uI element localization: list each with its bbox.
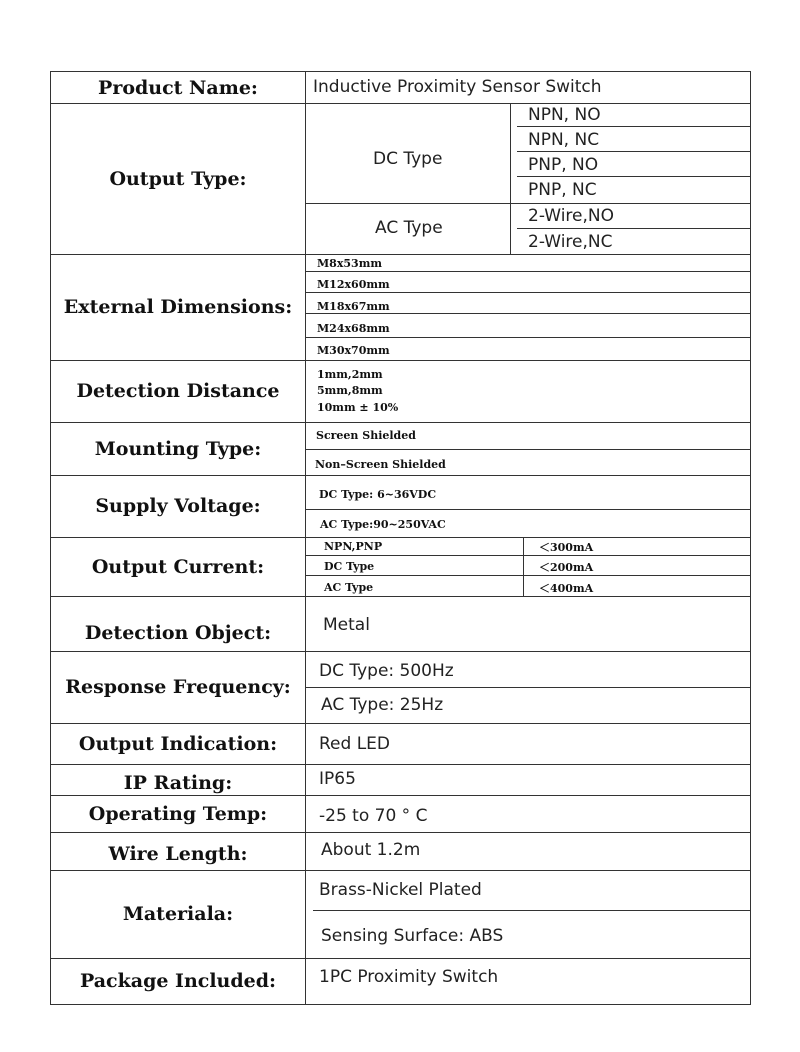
ip-rating-value: IP65 xyxy=(319,769,356,789)
mounting-value: Non–Screen Shielded xyxy=(315,458,446,471)
option-divider xyxy=(517,176,750,177)
distance-value: 5mm,8mm xyxy=(317,384,383,397)
sub-divider xyxy=(305,509,750,510)
output-type-label: Output Type: xyxy=(109,167,247,190)
dc-option: NPN, NC xyxy=(528,130,600,150)
output-type-divider xyxy=(510,103,511,254)
dimension-value: M12x60mm xyxy=(317,278,390,291)
sub-divider xyxy=(305,555,750,556)
materiala-label: Materiala: xyxy=(122,903,234,925)
ac-option: 2-Wire,NC xyxy=(528,232,613,252)
external-dimensions-label: External Dimensions: xyxy=(63,296,293,318)
voltage-value: DC Type: 6~36VDC xyxy=(319,488,437,501)
sub-divider xyxy=(305,292,750,293)
sub-divider xyxy=(305,449,750,450)
frequency-value: AC Type: 25Hz xyxy=(321,695,444,715)
wire-length-label: Wire Length: xyxy=(108,843,248,865)
product-name-label: Product Name: xyxy=(98,76,258,99)
dc-option: NPN, NO xyxy=(528,105,601,125)
detection-object-label: Detection Object: xyxy=(84,621,272,644)
current-type: DC Type xyxy=(324,560,375,573)
ac-type-label: AC Type xyxy=(375,218,443,238)
voltage-value: AC Type:90~250VAC xyxy=(320,518,446,531)
option-divider xyxy=(517,151,750,152)
ip-rating-label: IP Rating: xyxy=(123,771,233,794)
output-current-label: Output Current: xyxy=(91,555,265,578)
sub-divider xyxy=(305,687,750,688)
option-divider xyxy=(517,126,750,127)
ac-option: 2-Wire,NO xyxy=(528,206,614,226)
dc-ac-divider xyxy=(305,203,750,204)
current-type: AC Type xyxy=(324,581,374,594)
current-type: NPN,PNP xyxy=(324,540,383,553)
output-indication-value: Red LED xyxy=(319,734,391,754)
mounting-value: Screen Shielded xyxy=(316,429,416,442)
product-name-value: Inductive Proximity Sensor Switch xyxy=(313,77,602,97)
output-indication-label: Output Indication: xyxy=(78,732,278,755)
package-included-value: 1PC Proximity Switch xyxy=(319,967,499,987)
sub-divider xyxy=(305,575,750,576)
label-column-divider xyxy=(305,72,306,1004)
distance-value: 10mm ± 10% xyxy=(317,401,399,414)
dc-type-label: DC Type xyxy=(373,149,443,169)
dimension-value: M8x53mm xyxy=(317,257,382,270)
package-included-label: Package Included: xyxy=(79,970,277,992)
spec-table xyxy=(50,71,751,1005)
response-frequency-label: Response Frequency: xyxy=(65,676,291,698)
dimension-value: M24x68mm xyxy=(317,322,390,335)
wire-length-value: About 1.2m xyxy=(321,840,421,860)
current-column-divider xyxy=(523,537,524,596)
material-value: Sensing Surface: ABS xyxy=(321,926,504,946)
distance-value: 1mm,2mm xyxy=(317,368,383,381)
sub-divider xyxy=(313,910,750,911)
operating-temp-value: -25 to 70 ° C xyxy=(319,806,428,826)
sub-divider xyxy=(305,337,750,338)
supply-voltage-label: Supply Voltage: xyxy=(95,495,261,517)
detection-object-value: Metal xyxy=(323,615,370,635)
dc-option: PNP, NC xyxy=(528,180,597,200)
dimension-value: M30x70mm xyxy=(317,344,390,357)
option-divider xyxy=(517,228,750,229)
dimension-value: M18x67mm xyxy=(317,300,390,313)
current-value: ＜400mA xyxy=(539,582,594,595)
sub-divider xyxy=(305,313,750,314)
current-value: ＜200mA xyxy=(539,561,594,574)
detection-distance-label: Detection Distance xyxy=(76,380,280,402)
material-value: Brass-Nickel Plated xyxy=(319,880,482,900)
frequency-value: DC Type: 500Hz xyxy=(319,661,454,681)
sub-divider xyxy=(305,271,750,272)
operating-temp-label: Operating Temp: xyxy=(88,802,268,825)
current-value: ＜300mA xyxy=(539,541,594,554)
mounting-type-label: Mounting Type: xyxy=(94,437,262,460)
dc-option: PNP, NO xyxy=(528,155,599,175)
